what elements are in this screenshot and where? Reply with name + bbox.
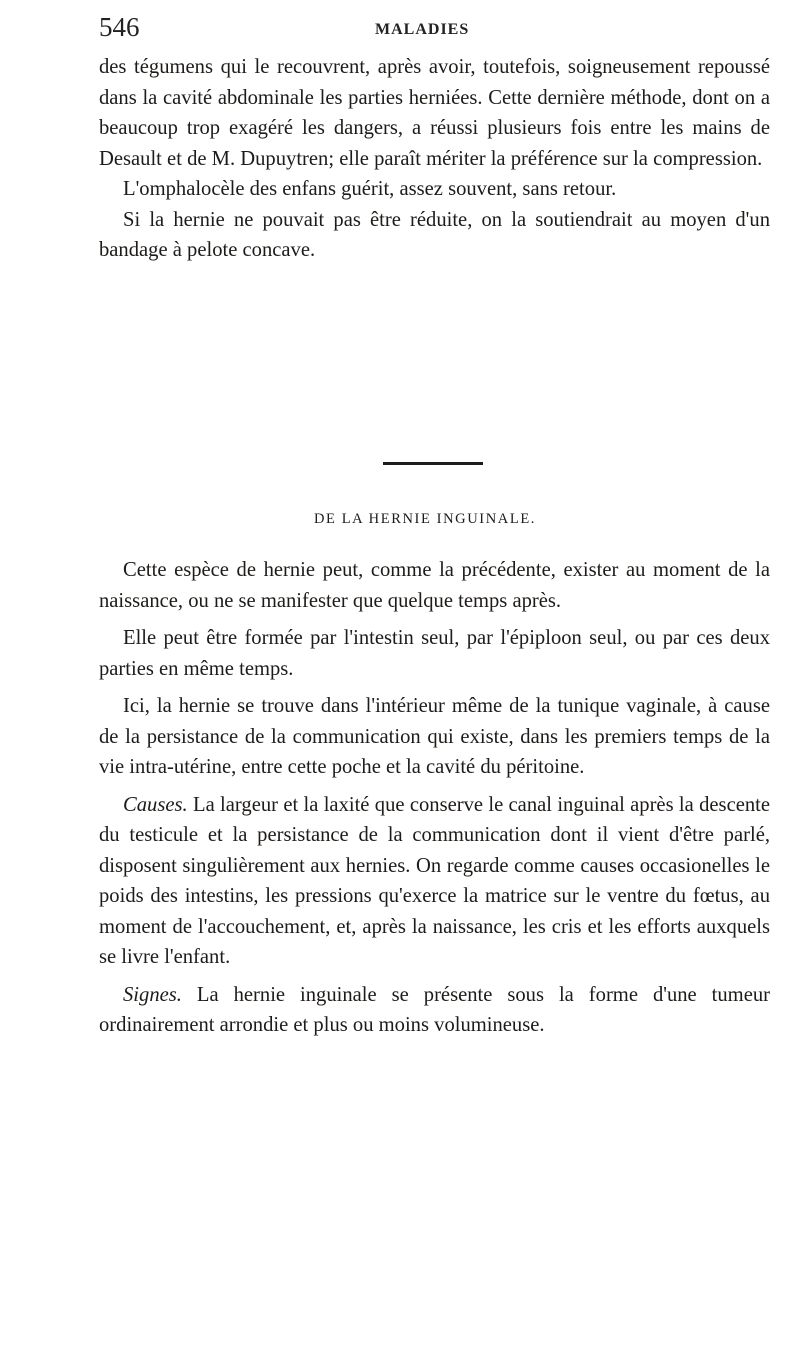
section-paragraph-3: Ici, la hernie se trouve dans l'intérieur même de la tunique vaginale, à cause de la persistance de la communication qui existe, dans les premiers temps de la vie intra-utérine, entre cette poche et la cavité du péritoine. [99,695,770,778]
running-head [0,12,800,52]
intro-paragraph-3: Si la hernie ne pouvait pas être réduite, on la soutiendrait au moyen d'un bandage à pelote concave. [99,208,770,261]
intro-paragraph-2: L'omphalocèle des enfans guérit, assez souvent, sans retour. [123,178,617,200]
section-divider-rule [383,462,483,465]
section-paragraph-causes [99,790,770,973]
section-paragraph-2: Elle peut être formée par l'intestin seul, par l'épiploon seul, ou par ces deux parties en même temps. [99,627,770,680]
signes-text: La hernie inguinale se présente sous la forme d'une tumeur ordinairement arrondie et plus ou moins volumineuse. [99,983,770,1036]
running-title: MALADIES [375,21,470,38]
intro-text-block [99,52,770,266]
section-heading: DE LA HERNIE INGUINALE. [313,511,537,527]
causes-label: Causes. [123,793,188,816]
section-paragraph-signes [99,980,770,1041]
signes-label: Signes. [123,983,182,1006]
causes-text: La largeur et la laxité que conserve le canal inguinal après la descente du testicule et la persistance de la communication dont il vient d'être parlé, disposent singulièrement aux hernies. On regarde comme causes occasionelles le poids des intestins, les pressions qu'exerce la matrice sur le ventre du fœtus, au moment de l'accouchement, et, après la naissance, les cris et les efforts auxquels se livre l'enfant. [99,793,771,968]
section-text-block [99,555,770,1048]
intro-paragraph-1: des tégumens qui le recouvrent, après avoir, toutefois, soigneusement repoussé dans la cavité abdominale les parties herniées. Cette dernière méthode, dont on a beaucoup trop exagéré les dangers, a réussi plusieurs fois entre les mains de Desault et de M. Dupuytren; elle paraît mériter la préférence sur la compression. [99,56,770,170]
section-paragraph-1: Cette espèce de hernie peut, comme la précédente, exister au moment de la naissance, ou ne se manifester que quelque temps après. [99,559,770,612]
page-number: 546 [99,12,140,42]
